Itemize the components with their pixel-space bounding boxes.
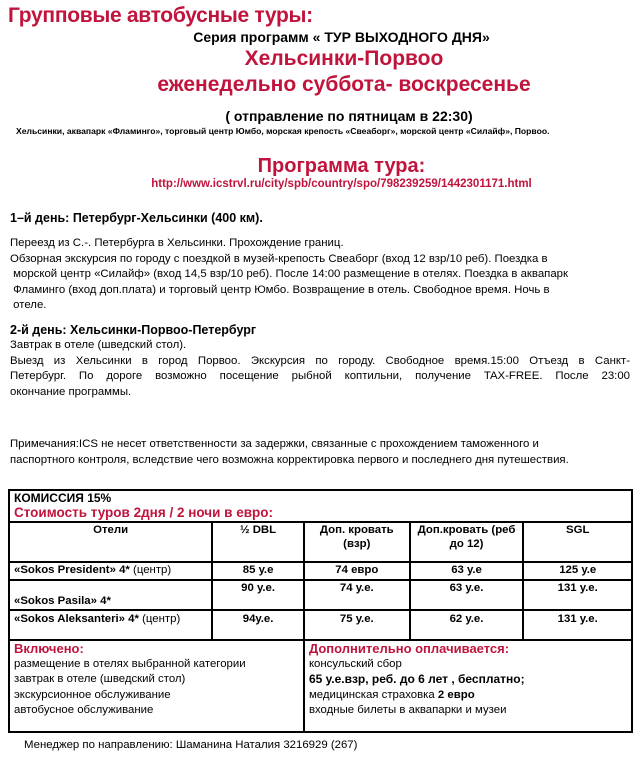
- notes: [10, 437, 569, 468]
- notes-line: Примечания:ICS не несет ответственности за задержки, связанные с прохождением таможенного и: [10, 438, 539, 450]
- day1-line: отеле.: [10, 299, 47, 311]
- extra-item: [309, 688, 627, 704]
- price-table-caption: [9, 490, 632, 522]
- route-title: Хельсинки-Порвоо: [244, 47, 444, 70]
- price-sgl: 131 у.е.: [523, 610, 632, 640]
- day2-line: Петербург. По дороге возможно посещение рыбной коптильни, получение TAX-FREE. После 23:00: [10, 370, 630, 382]
- included-item: автобусное обслуживание: [14, 704, 154, 716]
- extra-cost-title: Дополнительно оплачивается:: [308, 641, 510, 656]
- day2-line: Завтрак в отеле (шведский стол).: [10, 339, 187, 351]
- column-header: Доп. кровать (взр): [304, 522, 410, 562]
- places-list: Хельсинки, аквапарк «Фламинго», торговый центр Юмбо, морская крепость «Свеаборг», морской центр «Силайф», Порвоо.: [16, 126, 550, 136]
- table-row: [9, 562, 632, 580]
- day1-description: [10, 236, 568, 314]
- price-extra-child: 63 у.е: [410, 562, 524, 580]
- day1-line: Переезд из С.-. Петербурга в Хельсинки. Прохождение границ.: [10, 237, 344, 249]
- day1-line: Обзорная экскурсия по городу с поездкой в музей-крепость Свеаборг (вход 12 взр/10 реб). Поездка в: [10, 252, 548, 265]
- hotel-note: (центр): [138, 613, 181, 625]
- table-row: [9, 610, 632, 640]
- price-extra-adult: 75 у.е.: [304, 610, 410, 640]
- extra-item: 65 у.е.взр, реб. до 6 лет , бесплатно;: [308, 672, 525, 686]
- price-extra-adult: 74 евро: [304, 562, 410, 580]
- extra-item: консульский сбор: [308, 657, 402, 670]
- hotel-name-cell: [9, 610, 212, 640]
- included-item: экскурсионное обслуживание: [14, 688, 171, 701]
- program-link[interactable]: http://www.icstrvl.ru/city/spb/country/spo/798239259/1442301171.html: [151, 178, 532, 190]
- page-title: Групповые автобусные туры:: [8, 4, 313, 27]
- price-extra-child: 62 у.е.: [410, 610, 524, 640]
- price-sgl: 125 у.е: [523, 562, 632, 580]
- schedule-title: еженедельно суббота- воскресенье: [157, 73, 531, 96]
- included-cell: [9, 640, 304, 732]
- manager-contact: Менеджер по направлению: Шаманина Наталия 3216929 (267): [24, 739, 358, 751]
- price-sgl: 131 у.е.: [523, 580, 632, 610]
- included-item: завтрак в отеле (шведский стол): [14, 673, 186, 685]
- hotel-name-cell: [9, 562, 212, 580]
- day2-line: окончание программы.: [10, 385, 132, 398]
- table-row: [9, 580, 632, 610]
- column-header: Отели: [9, 522, 212, 562]
- included-title: Включено:: [14, 641, 84, 656]
- price-dbl: 90 у.е.: [212, 580, 304, 610]
- day2-line: Выезд из Хельсинки в город Порвоо. Экскурсия по городу. Свободное время.15:00 Отъезд в Санкт-: [10, 354, 630, 367]
- extra-item-price: 2 евро: [437, 688, 475, 701]
- extra-cost-cell: [304, 640, 632, 732]
- column-header: SGL: [523, 522, 632, 562]
- hotel-name-cell: [9, 580, 212, 610]
- price-extra-child: 63 у.е.: [410, 580, 524, 610]
- departure-info: ( отправление по пятницам в 22:30): [225, 108, 473, 124]
- included-item: размещение в отелях выбранной категории: [14, 657, 246, 670]
- column-header: Доп.кровать (реб до 12): [410, 522, 524, 562]
- hotel-name: «Sokos President» 4*: [14, 564, 130, 576]
- day1-title: 1–й день: Петербург-Хельсинки (400 км).: [10, 211, 263, 225]
- day1-line: Фламинго (вход доп.плата) и торговый центр Юмбо. Возвращение в отель. Свободное время. Ночь в: [10, 283, 550, 296]
- inclusions-row: [9, 640, 632, 732]
- hotel-note: (центр): [129, 564, 172, 576]
- day1-line: морской центр «Силайф» (вход 14,5 взр/10 реб). После 14:00 размещение в отелях. Поездка в аквапарк: [10, 268, 568, 280]
- cost-title: Стоимость туров 2дня / 2 ночи в евро:: [14, 505, 274, 520]
- extra-item: входные билеты в аквапарки и музеи: [308, 704, 507, 716]
- day2-description: [10, 338, 630, 400]
- extra-item-text: медицинская страховка: [308, 688, 438, 701]
- program-heading: Программа тура:: [257, 155, 426, 177]
- price-extra-adult: 74 у.е.: [304, 580, 410, 610]
- column-header: ½ DBL: [212, 522, 304, 562]
- price-dbl: 85 у.е: [212, 562, 304, 580]
- table-header-row: [9, 522, 632, 562]
- day2-title: 2-й день: Хельсинки-Порвоо-Петербург: [10, 323, 257, 337]
- hotel-name: «Sokos Aleksanteri» 4*: [14, 613, 139, 625]
- price-table: [8, 489, 633, 733]
- notes-line: паспортного контроля, вследствие чего возможна корректировка первого и последнего дня путешествия.: [10, 453, 569, 466]
- series-title: Серия программ « ТУР ВЫХОДНОГО ДНЯ»: [193, 29, 490, 45]
- hotel-name: «Sokos Pasila» 4*: [14, 595, 111, 607]
- price-dbl: 94у.е.: [212, 610, 304, 640]
- commission-label: КОМИССИЯ 15%: [14, 491, 112, 505]
